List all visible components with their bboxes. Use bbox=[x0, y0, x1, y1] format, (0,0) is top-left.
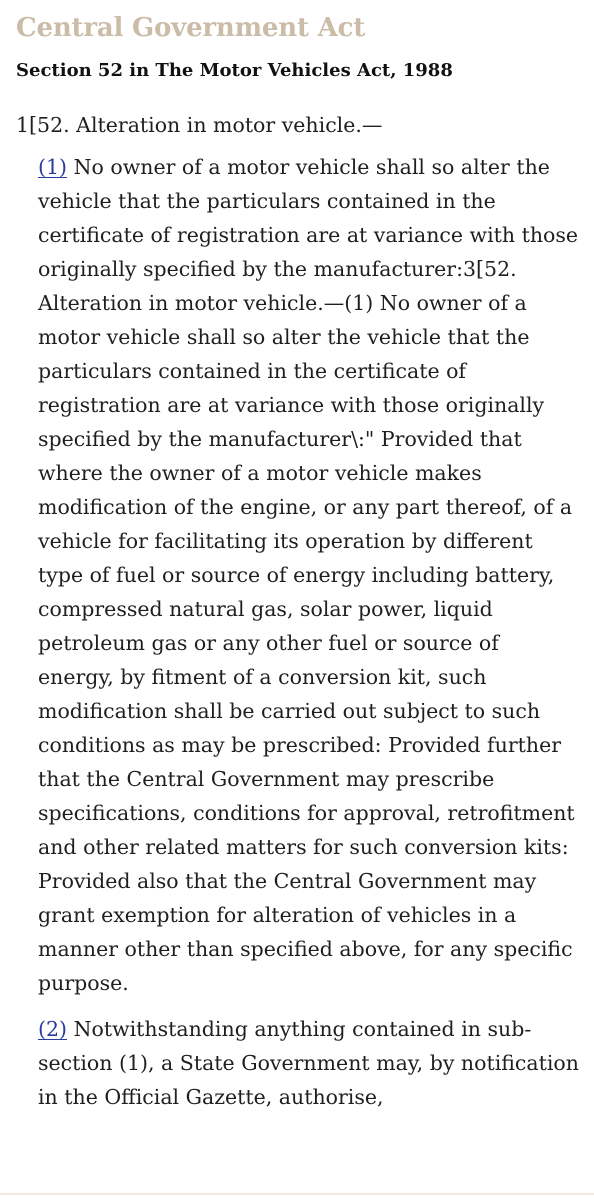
subsection-1-text: No owner of a motor vehicle shall so alter the vehicle that the particulars contained in the certificate of registration are at variance with those originally specified by the manufacturer:3[52. Alteration in motor vehicle.—(1) No owner of a motor vehicle shall so alter the vehicle that the particulars contained in the certificate of registration are at variance with those originally specified by the manufacturer\:" Provided that where the owner of a motor vehicle makes modification of the engine, or any part thereof, of a vehicle for facilitating its operation by different type of fuel or source of energy including battery, compressed natural gas, solar power, liquid petroleum gas or any other fuel or source of energy, by fitment of a conversion kit, such modification shall be carried out subject to such conditions as may be prescribed: Provided further that the Central Government may prescribe specifications, conditions for approval, retrofitment and other related matters for such conversion kits: Provided also that the Central Government may grant exemption for alteration of vehicles in a manner other than specified above, for any specific purpose. bbox=[38, 155, 579, 995]
subsection-1-link[interactable]: (1) bbox=[38, 155, 68, 179]
subsection-1 bbox=[38, 150, 580, 1000]
subsection-2-link[interactable]: (2) bbox=[38, 1017, 68, 1041]
section-title: Section 52 in The Motor Vehicles Act, 1988 bbox=[16, 60, 453, 81]
subsection-2 bbox=[38, 1012, 580, 1114]
subsection-2-paragraph bbox=[38, 1012, 580, 1114]
subsection-2-text: Notwithstanding anything contained in sub-section (1), a State Government may, by notification in the Official Gazette, authorise, bbox=[38, 1017, 579, 1109]
bottom-divider bbox=[0, 1193, 594, 1195]
act-category-title: Central Government Act bbox=[16, 13, 366, 43]
subsection-1-paragraph bbox=[38, 150, 580, 1000]
section-heading: 1[52. Alteration in motor vehicle.— bbox=[16, 113, 383, 137]
